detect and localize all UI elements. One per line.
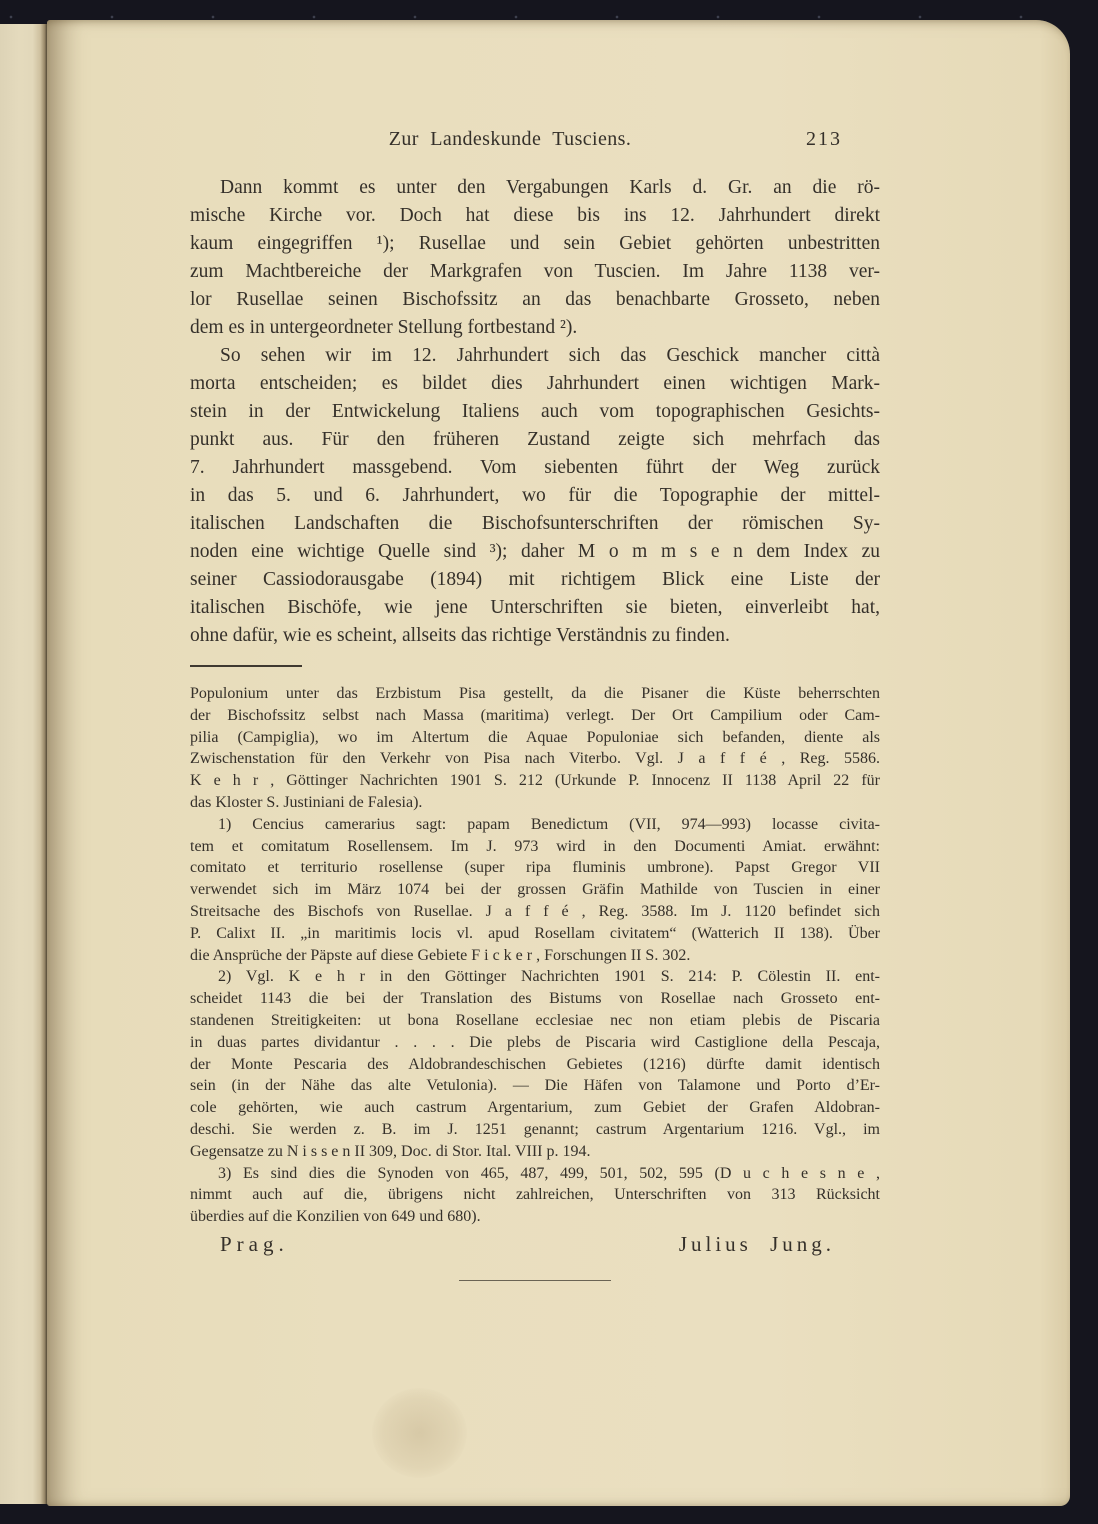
footnotes <box>190 683 880 1228</box>
text-line: K e h r , Göttinger Nachrichten 1901 S. 212 (Urkunde P. Innocenz II 1138 April 22 für <box>190 772 880 790</box>
footnote-2 <box>190 966 880 1162</box>
footnote-continuation <box>190 683 880 814</box>
text-line: tem et comitatum Rosellensem. Im J. 973 wird in den Documenti Amiat. erwähnt: <box>190 837 880 855</box>
text-line: stein in der Entwickelung Italiens auch vom topographischen Gesichts- <box>190 401 880 422</box>
adjacent-page-edge <box>0 24 48 1504</box>
text-line: 3) Es sind dies die Synoden von 465, 487, 499, 501, 502, 595 (D u c h e s n e , <box>218 1164 880 1182</box>
text-line: der Monte Pescaria des Aldobrandeschischen Gebietes (1216) dürfte damit identisch <box>190 1055 880 1073</box>
signature-place: Prag. <box>220 1231 289 1256</box>
text-line: comitato et territurio rosellense (super ripa fluminis umbrone). Papst Gregor VII <box>190 859 880 877</box>
text-line: sein (in der Nähe das alte Vetulonia). — Die Häfen von Talamone und Porto d’Er- <box>190 1077 880 1095</box>
text-line: lor Rusellae seinen Bischofssitz an das benachbarte Grosseto, neben <box>190 289 880 310</box>
text-line: punkt aus. Für den früheren Zustand zeigte sich mehrfach das <box>190 429 880 450</box>
running-header <box>190 128 880 154</box>
signature-author: Julius Jung. <box>678 1231 835 1256</box>
text-line: P. Calixt II. „in maritimis locis vl. apud Rosellam civitatem“ (Watterich II 138). Über <box>190 924 880 942</box>
text-line: seiner Cassiodorausgabe (1894) mit richtigem Blick eine Liste der <box>190 569 880 590</box>
book-page <box>47 20 1070 1506</box>
text-line: Gegensatze zu N i s s e n II 309, Doc. di Stor. Ital. VIII p. 194. <box>190 1142 591 1160</box>
page-number: 213 <box>806 128 842 150</box>
text-line: 2) Vgl. K e h r in den Göttinger Nachrichten 1901 S. 214: P. Cölestin II. ent- <box>218 968 880 986</box>
closing-rule <box>459 1280 611 1281</box>
paper-stain <box>372 1388 467 1478</box>
text-line: die Ansprüche der Päpste auf diese Gebiete F i c k e r , Forschungen II S. 302. <box>190 946 691 964</box>
text-line: kaum eingegriffen ¹); Rusellae und sein Gebiet gehörten unbestritten <box>190 233 880 254</box>
text-line: verwendet sich im März 1074 bei der grossen Gräfin Mathilde von Tuscien in einer <box>190 881 880 899</box>
footnote-3 <box>190 1163 880 1228</box>
signature-row <box>190 1232 880 1260</box>
text-line: zum Machtbereiche der Markgrafen von Tuscien. Im Jahre 1138 ver- <box>190 261 880 282</box>
text-line: morta entscheiden; es bildet dies Jahrhundert einen wichtigen Mark- <box>190 373 880 394</box>
main-text <box>190 174 880 650</box>
page-content <box>190 20 880 1281</box>
paragraph-1 <box>190 174 880 342</box>
text-line: italischen Landschaften die Bischofsunterschriften der römischen Sy- <box>190 513 880 534</box>
running-header-title: Zur Landeskunde Tusciens. <box>388 128 632 150</box>
footnote-1 <box>190 814 880 967</box>
text-line: standenen Streitigkeiten: ut bona Rosellane ecclesiae nec non etiam plebis de Piscaria <box>190 1011 880 1029</box>
text-line: überdies auf die Konzilien von 649 und 680). <box>190 1208 481 1226</box>
text-line: Zwischenstation für den Verkehr von Pisa nach Viterbo. Vgl. J a f f é , Reg. 5586. <box>190 750 880 768</box>
text-line: 1) Cencius camerarius sagt: papam Benedictum (VII, 974—993) locasse civita- <box>218 815 880 833</box>
text-line: in duas partes dividantur . . . . Die plebs de Piscaria wird Castiglione della Pescaja, <box>190 1033 880 1051</box>
text-line: cole gehörten, wie auch castrum Argentarium, zum Gebiet der Grafen Aldobran- <box>190 1099 880 1117</box>
text-line: pilia (Campiglia), wo im Altertum die Aquae Populoniae sich befanden, diente als <box>190 728 880 746</box>
footnote-separator-rule <box>190 665 302 667</box>
text-line: noden eine wichtige Quelle sind ³); daher M o m m s e n dem Index zu <box>190 541 880 562</box>
text-line: das Kloster S. Justiniani de Falesia). <box>190 793 423 811</box>
text-line: Streitsache des Bischofs von Rusellae. J a f f é , Reg. 3588. Im J. 1120 befindet sich <box>190 902 880 920</box>
text-line: Populonium unter das Erzbistum Pisa gestellt, da die Pisaner die Küste beherrschten <box>190 685 880 702</box>
text-line: ohne dafür, wie es scheint, allseits das richtige Verständnis zu finden. <box>190 625 730 646</box>
text-line: nimmt auch auf die, übrigens nicht zahlreichen, Unterschriften von 313 Rücksicht <box>190 1186 880 1204</box>
text-line: 7. Jahrhundert massgebend. Vom siebenten führt der Weg zurück <box>190 457 880 478</box>
text-line: deschi. Sie werden z. B. im J. 1251 genannt; castrum Argentarium 1216. Vgl., im <box>190 1120 880 1138</box>
text-line: in das 5. und 6. Jahrhundert, wo für die Topographie der mittel- <box>190 485 880 506</box>
text-line: Dann kommt es unter den Vergabungen Karls d. Gr. an die rö- <box>220 177 880 198</box>
paragraph-2 <box>190 342 880 650</box>
text-line: scheidet 1143 die bei der Translation des Bistums von Rosellae nach Grosseto ent- <box>190 990 880 1008</box>
text-line: der Bischofssitz selbst nach Massa (maritima) verlegt. Der Ort Campilium oder Cam- <box>190 706 880 724</box>
text-line: italischen Bischöfe, wie jene Unterschriften sie bieten, einverleibt hat, <box>190 597 880 618</box>
text-line: So sehen wir im 12. Jahrhundert sich das Geschick mancher città <box>220 345 880 366</box>
text-line: mische Kirche vor. Doch hat diese bis ins 12. Jahrhundert direkt <box>190 205 880 226</box>
text-line: dem es in untergeordneter Stellung fortbestand ²). <box>190 317 578 338</box>
